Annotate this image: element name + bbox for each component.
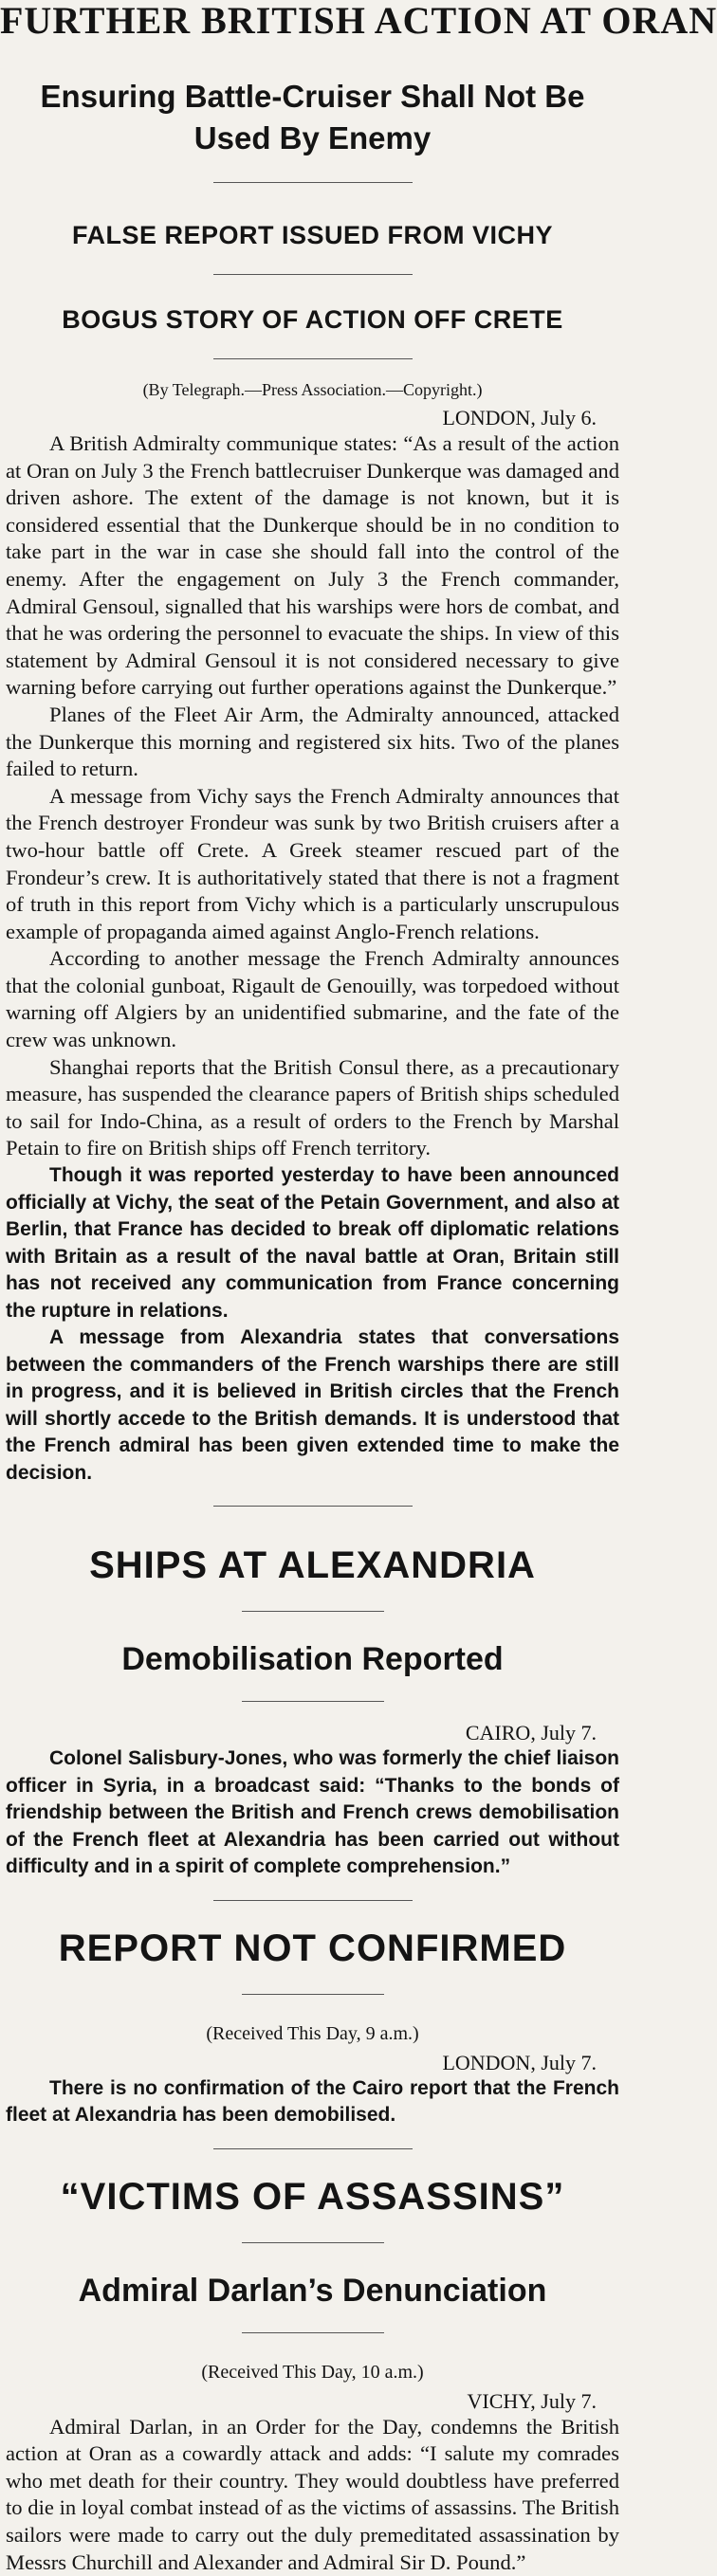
- false-report-heading: FALSE REPORT ISSUED FROM VICHY: [71, 221, 554, 249]
- divider: [242, 2242, 384, 2243]
- divider: [242, 2332, 384, 2333]
- divider: [213, 1900, 413, 1901]
- paragraph-frondeur: A message from Vichy says the French Admiralty announces that the French destroyer Frondeur was sunk by two British cruisers after a two-hour battle off Crete. A Greek steamer rescued part of the Frondeur’s crew. It is authoritatively stated that there is not a fragment of truth in this report from Vichy which is a particularly unscrupulous example of propaganda aimed against Anglo-French relations.: [6, 783, 619, 943]
- divider: [213, 358, 413, 359]
- received-note-2: (Received This Day, 10 a.m.): [201, 2361, 424, 2383]
- darlan-heading: Admiral Darlan’s Denunciation: [78, 2272, 547, 2309]
- headline: FURTHER BRITISH ACTION AT ORAN: [0, 0, 717, 42]
- dateline-london-2: LONDON, July 7.: [442, 2050, 597, 2074]
- divider: [242, 1701, 384, 1702]
- bogus-story-heading: BOGUS STORY OF ACTION OFF CRETE: [62, 305, 563, 334]
- divider: [242, 1611, 384, 1612]
- demobilisation-heading: Demobilisation Reported: [121, 1641, 504, 1678]
- paragraph-shanghai: Shanghai reports that the British Consul there, as a precautionary measure, has suspended the clearance papers of British ships scheduled to sail for Indo-China, as a result of orders to the French by Marshal Petain to fire on British ships off French territory.: [6, 1054, 619, 1160]
- subheading: Ensuring Battle-Cruiser Shall Not Be Used By Enemy: [40, 79, 585, 155]
- divider: [213, 2148, 413, 2149]
- divider: [213, 182, 413, 183]
- not-confirmed-heading: REPORT NOT CONFIRMED: [58, 1927, 567, 1969]
- dateline-cairo: CAIRO, July 7.: [465, 1721, 597, 1745]
- press-credit: (By Telegraph.—Press Association.—Copyright.): [142, 380, 483, 399]
- paragraph-fleet-air-arm: Planes of the Fleet Air Arm, the Admiralty announced, attacked the Dunkerque this morning and registered six hits. Two of the planes failed to return.: [6, 702, 619, 781]
- paragraph-admiralty: A British Admiralty communique states: “As a result of the action at Oran on July 3 the French battlecruiser Dunkerque was damaged and driven ashore. The extent of the damage is not known, but it is considered essential that the Dunkerque should be in no condition to take part in the war in case she should fall into the control of the enemy. After the engagement on July 3 the French commander, Admiral Gensoul, signalled that his warships were hors de combat, and that he was ordering the personnel to evacuate the ships. In view of this statement by Admiral Gensoul it is not considered necessary to give warning before carrying out further operations against the Dunkerque.”: [6, 431, 619, 700]
- paragraph-london: There is no confirmation of the Cairo report that the French fleet at Alexandria has been demobilised.: [6, 2076, 619, 2127]
- paragraph-alexandria: A message from Alexandria states that conversations between the commanders of the French warships there are still in progress, and it is believed in British circles that the French will shortly accede to the British demands. It is understood that the French admiral has been given extended time to make the decision.: [6, 1326, 619, 1484]
- dateline-vichy: VICHY, July 7.: [467, 2388, 597, 2413]
- paragraph-diplomatic: Though it was reported yesterday to have been announced officially at Vichy, the seat of the Petain Government, and also at Berlin, that France has decided to break off diplomatic relations with Britain as a result of the naval battle at Oran, Britain still has not received any communication from France concerning the rupture in relations.: [6, 1164, 619, 1322]
- paragraph-gunboat: According to another message the French Admiralty announces that the colonial gunboat, Rigault de Genouilly, was torpedoed without warning off Algiers by an unidentified submarine, and the fate of the crew was unknown.: [6, 946, 619, 1052]
- received-note-1: (Received This Day, 9 a.m.): [206, 2022, 419, 2044]
- divider: [213, 274, 413, 275]
- dateline-london: LONDON, July 6.: [442, 406, 597, 429]
- divider: [213, 1506, 413, 1507]
- divider: [242, 1994, 384, 1995]
- paragraph-cairo: Colonel Salisbury-Jones, who was formerly the chief liaison officer in Syria, in a broadcast said: “Thanks to the bonds of friendship between the British and French crews demobilisation of the French fleet at Alexandria has been carried out without difficulty and in a spirit of complete comprehension.”: [6, 1747, 619, 1878]
- ships-heading: SHIPS AT ALEXANDRIA: [89, 1544, 536, 1587]
- victims-heading: “VICTIMS OF ASSASSINS”: [60, 2175, 565, 2218]
- paragraph-vichy: Admiral Darlan, in an Order for the Day, condemns the British action at Oran as a cowardly attack and adds: “I salute my comrades who met death for their country. They would doubtless have preferred to die in loyal combat instead of as the victims of assassins. The British sailors were made to carry out the duly premeditated assassination by Messrs Churchill and Alexander and Admiral Sir D. Pound.”: [6, 2414, 619, 2574]
